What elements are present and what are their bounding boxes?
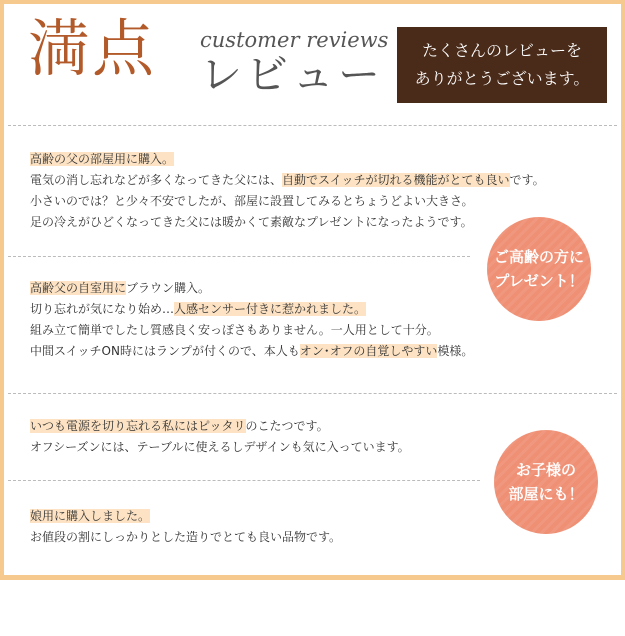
- review-3: [30, 416, 410, 458]
- review-line: 娘用に購入しました。: [30, 509, 151, 523]
- divider: [8, 393, 617, 394]
- badge-line-2: プレゼント！: [494, 272, 584, 290]
- review-line: オフシーズンには、テーブルに使えるしデザインも気に入っています。: [30, 440, 410, 454]
- review-line: 中間スイッチON時にはランプが付くので、本人もオン･オフの自覚しやすい模様。: [30, 344, 474, 358]
- review-line: 組み立て簡単でしたし質感良く安っぽさもありません。一人用として十分。: [30, 323, 439, 337]
- review-1: [30, 149, 545, 233]
- title-subtitle: レビュー: [200, 50, 385, 99]
- title-english: customer reviews: [200, 28, 389, 52]
- review-line: 足の冷えがひどくなってきた父には暖かくて素敵なプレゼントになったようです。: [30, 215, 473, 229]
- review-line: 高齢父の自室用にブラウン購入。: [30, 281, 211, 295]
- badge-kids-room: [494, 430, 598, 534]
- review-line: 小さいのでは？と少々不安でしたが、部屋に設置してみるとちょうどよい大きさ。: [30, 194, 474, 208]
- review-line: いつも電源を切り忘れる私にはピッタリのこたつです。: [30, 419, 329, 433]
- review-4: [30, 506, 341, 548]
- review-line: お値段の割にしっかりとした造りでとても良い品物です。: [30, 530, 342, 544]
- divider: [8, 125, 617, 126]
- divider: [8, 256, 470, 257]
- divider: [8, 480, 480, 481]
- thanks-banner: [397, 27, 607, 103]
- badge-line-1: お子様の: [515, 461, 576, 479]
- thanks-line-1: たくさんのレビューを: [421, 41, 582, 60]
- badge-line-1: ご高齢の方に: [493, 248, 584, 266]
- thanks-line-2: ありがとうございます。: [414, 69, 590, 88]
- badge-elderly-gift: [487, 217, 591, 321]
- review-2: [30, 278, 473, 362]
- review-line: 切り忘れが気になり始め…人感センサー付きに惹かれました。: [30, 302, 367, 316]
- review-line: 高齢の父の部屋用に購入。: [30, 152, 175, 166]
- badge-line-2: 部屋にも！: [508, 485, 584, 503]
- review-line: 電気の消し忘れなどが多くなってきた父には、自動でスイッチが切れる機能がとても良いです。: [30, 173, 545, 187]
- page-title: 満点: [28, 12, 157, 85]
